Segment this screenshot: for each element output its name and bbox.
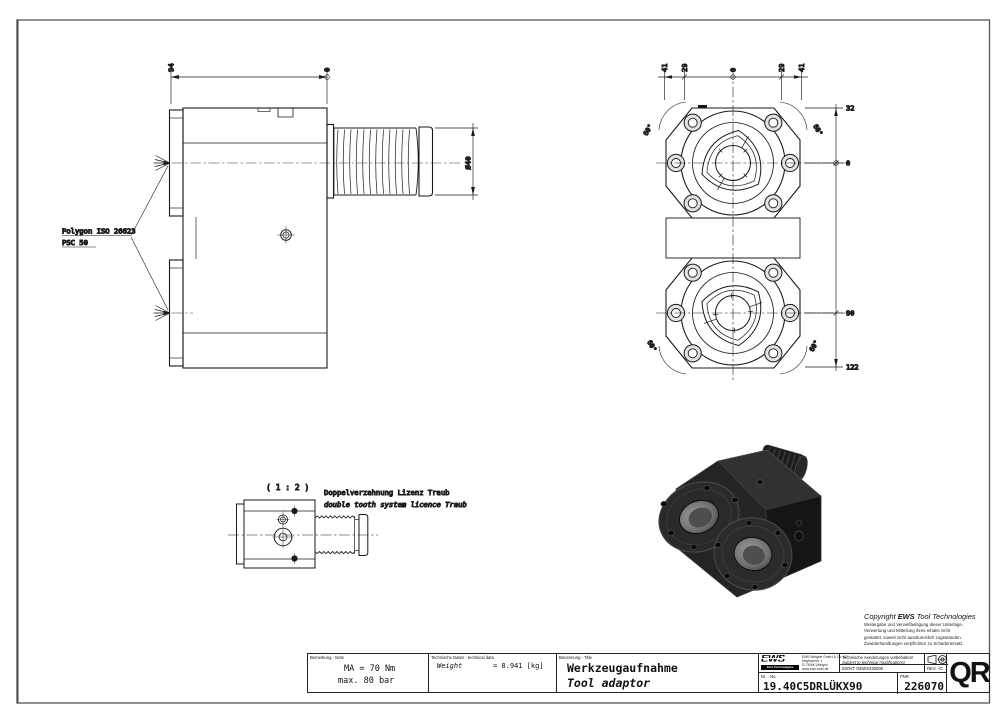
- mods-note-de: Technische Aenderungen vorbehalten!: [842, 655, 914, 660]
- side-view: [62, 63, 478, 368]
- polygon-note-line1: Polygon ISO 26623: [62, 226, 136, 236]
- ident-number: IDENT: DEWS226006: [842, 665, 883, 671]
- dim-label: 122: [846, 363, 859, 372]
- angle-label: 60°: [641, 122, 655, 138]
- pnr-number: 226070: [904, 679, 944, 693]
- pressure-note: max. 80 bar: [338, 676, 395, 686]
- angle-label: 60°: [645, 338, 659, 354]
- dim-top: [171, 70, 329, 104]
- pnr-cell: [897, 673, 947, 695]
- divider: [925, 664, 948, 665]
- weight-value: = 8.941 [kg]: [493, 662, 544, 670]
- copyright-line: Weitergabe und Vervielfaeltigung dieser Unterlage,: [864, 621, 964, 627]
- dim-94-label: 94: [166, 63, 176, 72]
- side-screw: [795, 531, 803, 541]
- address-line: EWS Weigele GmbH & Co. KG: [802, 655, 848, 659]
- dim-label: 90: [846, 309, 855, 318]
- tech-data-cell: [428, 654, 556, 692]
- ews-logo-text: EWS: [761, 655, 799, 665]
- sheet-border: [17, 20, 990, 703]
- weight-label: Weight: [437, 662, 463, 670]
- drawing-title-de: Werkzeugaufnahme: [567, 661, 678, 675]
- dim-label: 0: [846, 159, 851, 168]
- title-header: Benennung - Title: [559, 655, 592, 660]
- address-line: D-73066 Uhingen: [802, 662, 828, 667]
- copyright-title: Copyright EWS Tool Technologies: [864, 612, 976, 621]
- note-cell: [308, 654, 428, 692]
- address-line: www.ews-tools.de: [802, 666, 829, 671]
- detail-scale-label: ( 1 : 2 ): [266, 483, 310, 492]
- detail-note-de: Doppelverzahnung Lizenz Traub: [324, 488, 450, 497]
- note-header: Bemerkung - Note: [310, 655, 344, 660]
- projection-symbol-icon: [926, 655, 948, 664]
- angle-label: 60°: [811, 122, 825, 138]
- copyright-block: [864, 613, 990, 648]
- copyright-line: Zuwiderhandlungen verpflichten zu Schadenersatz.: [864, 641, 964, 647]
- part-number: 19.40C5DRLÜKX90: [763, 679, 863, 693]
- projection-cell: [924, 654, 947, 673]
- title-cell: [556, 654, 758, 692]
- dim-label: 41: [798, 63, 806, 72]
- qr-cell: [946, 654, 991, 692]
- revision: REV. -/C: [927, 665, 944, 671]
- drawing-title-en: Tool adaptor: [567, 676, 651, 690]
- detail-note-en: double tooth system licence Traub: [324, 500, 467, 509]
- angle-label: 60°: [807, 338, 821, 354]
- qr-label: QR: [949, 656, 989, 689]
- copyright-line: gestattet, soweit nicht ausdruecklich zugestanden.: [864, 634, 962, 640]
- nr-header: Nr. - No.: [761, 673, 777, 679]
- address-line: Maybachstr. 1: [802, 658, 823, 663]
- dim-0-label: 0: [322, 67, 332, 72]
- detail-view: [228, 483, 467, 568]
- copyright-line: Verwertung und Mitteilung ihres Inhalts nicht: [864, 628, 951, 634]
- note-lines: [338, 663, 395, 687]
- dia40-label: Ø40: [463, 156, 473, 170]
- iso-view-3d: [648, 443, 821, 597]
- ews-logo-subtext: Tool Technologies: [761, 665, 799, 670]
- thread-crests: [337, 130, 410, 195]
- tech-header: Technische Daten - technical data: [431, 655, 494, 660]
- dim-label: 29: [778, 63, 786, 72]
- ews-logo: [761, 655, 799, 670]
- torque-note: MA = 70 Nm: [344, 664, 396, 674]
- part-number-cell: [759, 673, 897, 695]
- info-row1: [759, 654, 946, 673]
- title-block: [307, 653, 990, 693]
- pnr-header: PNR: [900, 673, 909, 679]
- dim-label: 41: [661, 63, 669, 72]
- info-cell: [758, 654, 946, 692]
- logo-cell: [759, 653, 848, 673]
- top-screw: [757, 480, 763, 485]
- dim-label: 32: [846, 104, 855, 113]
- front-view: [642, 64, 859, 382]
- dim-label: 29: [681, 63, 689, 72]
- modifications-cell: [839, 654, 924, 673]
- polygon-note-line2: PSC 50: [62, 238, 88, 247]
- dim-label: 0: [729, 67, 738, 72]
- mods-note-en: Subject to technical modifications!: [842, 659, 906, 665]
- dim-front-right: [804, 104, 843, 371]
